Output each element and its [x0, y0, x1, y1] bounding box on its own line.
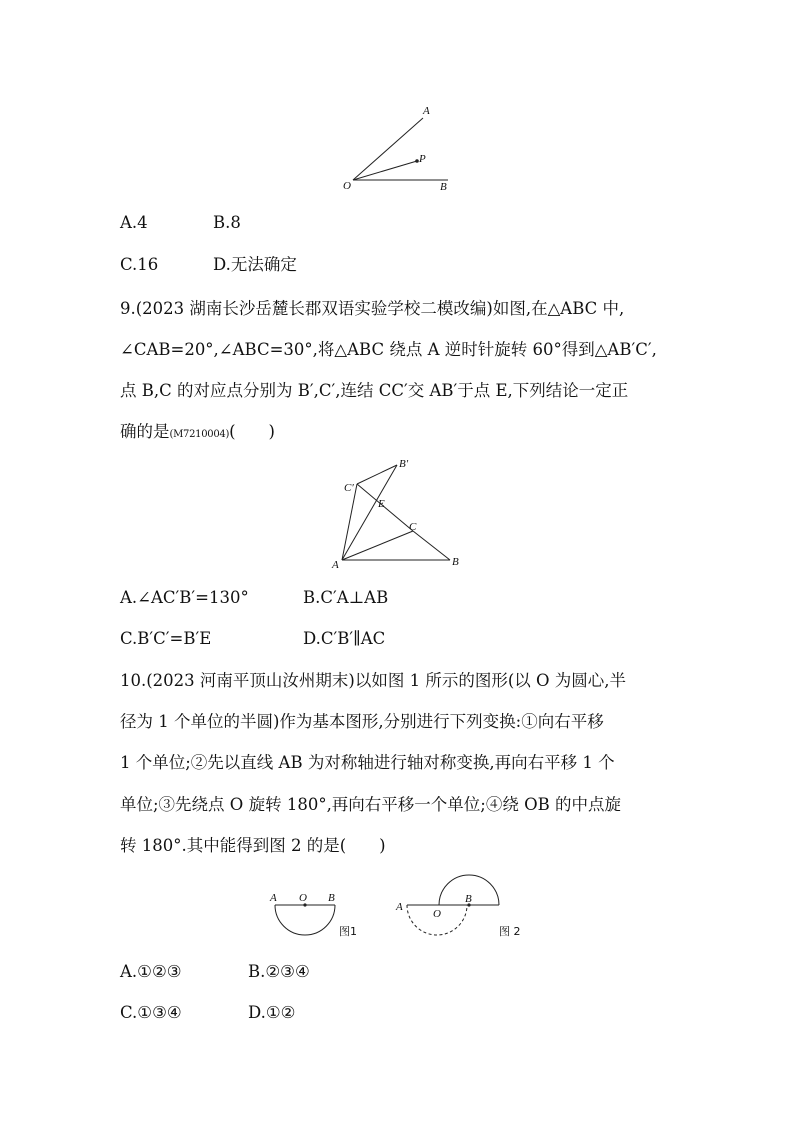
figure-1-semicircle	[268, 885, 368, 945]
q9-option-d: D.C′B′∥AC	[303, 629, 386, 648]
answer-blank: ( )	[229, 422, 275, 441]
label-b: B	[440, 181, 447, 193]
label-b: B	[465, 893, 472, 905]
label-b: B	[328, 892, 335, 904]
segment-a-c	[342, 531, 413, 560]
segment-c-b	[413, 531, 450, 560]
q10-line-1: 10.(2023 河南平顶山汝州期末)以如图 1 所示的图形(以 O 为圆心,半	[120, 671, 627, 690]
figure-2-caption: 图 2	[499, 925, 521, 938]
segment-a-c1	[342, 484, 357, 560]
q9-option-c: C.B′C′=B′E	[120, 629, 212, 648]
label-e: E	[378, 498, 385, 510]
label-a: A	[270, 892, 277, 904]
label-a: A	[332, 559, 339, 571]
q10-option-d: D.①②	[248, 1003, 296, 1022]
label-c-prime: C′	[344, 482, 354, 494]
q9-option-a: A.∠AC′B′=130°	[120, 588, 249, 607]
label-a: A	[396, 901, 403, 913]
figure-rotated-triangles	[330, 455, 470, 573]
q9-stem-end: 确的是	[120, 422, 170, 441]
q9-line-1: 9.(2023 湖南长沙岳麓长郡双语实验学校二模改编)如图,在△ABC 中,	[120, 299, 625, 318]
q8-option-b: B.8	[213, 213, 241, 232]
q10-line-5: 转 180°.其中能得到图 2 的是( )	[120, 836, 386, 855]
question-code: (M7210004)	[169, 429, 230, 440]
q10-line-4: 单位;③先绕点 O 旋转 180°,再向右平移一个单位;④绕 OB 的中点旋	[120, 795, 622, 814]
label-b-prime: B′	[399, 458, 409, 470]
label-o: O	[299, 892, 307, 904]
figure-1-caption: 图1	[339, 925, 357, 938]
label-o: O	[433, 908, 441, 920]
q10-line-2: 径为 1 个单位的半圆)作为基本图形,分别进行下列变换:①向右平移	[120, 712, 604, 731]
label-c: C	[409, 521, 417, 533]
ray-oa	[353, 118, 423, 180]
label-b: B	[452, 556, 459, 568]
q9-option-b: B.C′A⊥AB	[303, 588, 389, 607]
q10-option-b: B.②③④	[248, 962, 310, 981]
q9-line-2: ∠CAB=20°,∠ABC=30°,将△ABC 绕点 A 逆时针旋转 60°得到△AB′C′,	[120, 340, 657, 359]
label-p: P	[419, 153, 426, 165]
q10-line-3: 1 个单位;②先以直线 AB 为对称轴进行轴对称变换,再向右平移 1 个	[120, 753, 615, 772]
q10-option-c: C.①③④	[120, 1003, 182, 1022]
figure-2-semicircle	[393, 868, 533, 946]
q8-option-c: C.16	[120, 255, 159, 274]
label-o: O	[343, 180, 351, 192]
segment-a-b1	[342, 465, 397, 560]
q10-option-a: A.①②③	[120, 962, 182, 981]
q9-line-4	[120, 421, 275, 446]
q8-option-a: A.4	[120, 213, 148, 232]
figure-angle-aob	[335, 100, 465, 195]
ray-op	[353, 161, 417, 180]
q9-line-3: 点 B,C 的对应点分别为 B′,C′,连结 CC′交 AB′于点 E,下列结论一定正	[120, 381, 629, 400]
segment-c1-c	[357, 484, 413, 531]
q8-option-d: D.无法确定	[213, 255, 297, 274]
label-a: A	[423, 105, 430, 117]
semicircle-arc	[275, 905, 335, 935]
